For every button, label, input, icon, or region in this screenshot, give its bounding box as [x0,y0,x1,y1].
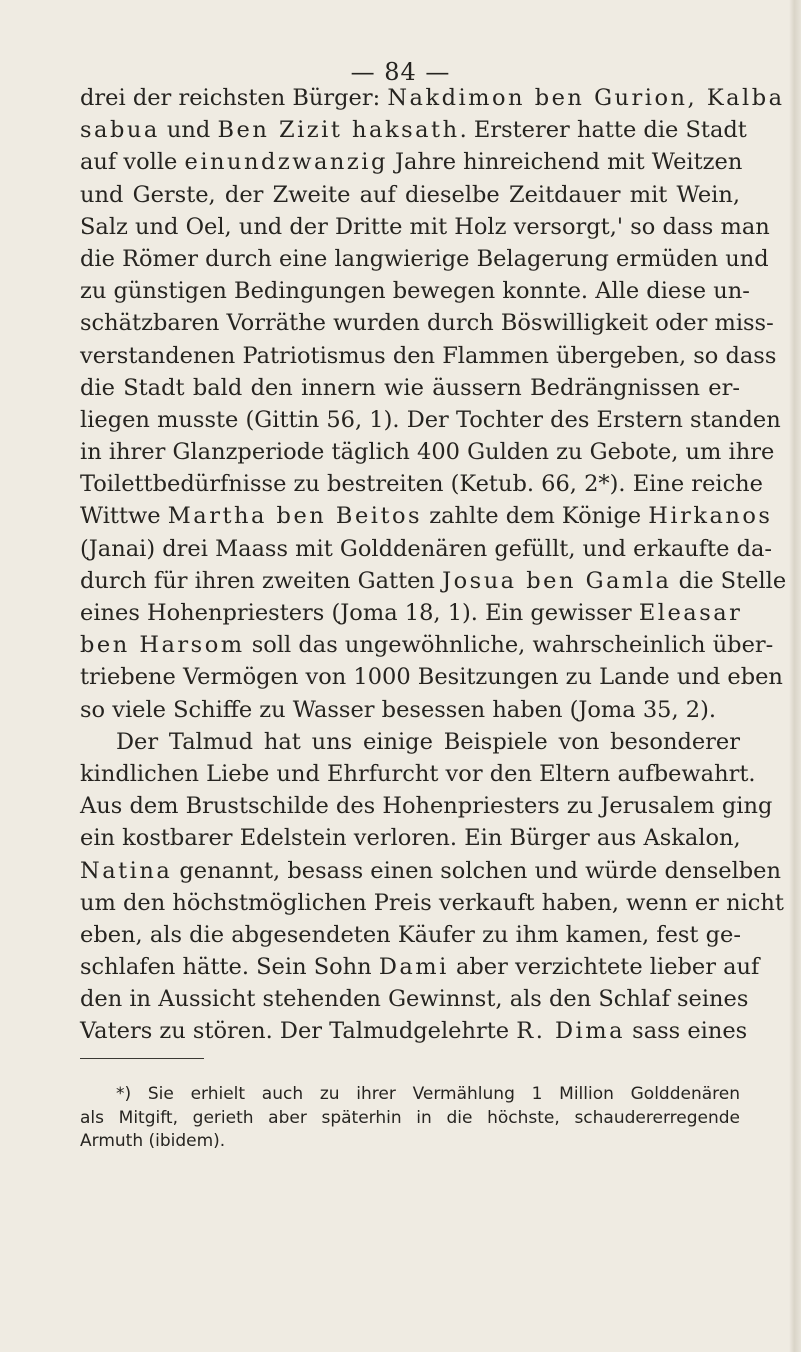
spaced-name: Josua ben Gamla [442,567,672,594]
text-line-17: eines Hohenpriesters (Joma 18, 1). Ein gewisser Eleasar [80,600,743,626]
page-number: — 84 — [350,58,451,86]
spaced-name: Martha ben Beitos [167,503,423,530]
text-line-24: ein kostbarer Edelstein verloren. Ein Bürger aus Askalon, [80,825,741,852]
text-line-15: (Janai) drei Maass mit Golddenären gefüllt, und erkaufte da- [80,535,773,562]
spaced-word: einundzwanzig [184,149,388,176]
text-line-25: Natina genannt, besass einen solchen und würde denselben [80,857,781,884]
text-line-20: so viele Schiffe zu Wasser besessen haben (Joma 35, 2). [80,696,717,723]
text-line-21: Der Talmud hat uns einige Beispiele von besonderer [116,728,740,755]
text-line-9: verstandenen Patriotismus den Flammen übergeben, so dass [80,342,777,369]
footnote-divider [80,1058,204,1059]
main-text [80,82,787,1048]
text-line-4: und Gerste, der Zweite auf dieselbe Zeitdauer mit Wein, [80,181,740,208]
text-line-13: Toilettbedürfnisse zu bestreiten (Ketub. 66, 2*). Eine reiche [80,471,763,498]
text-line-1: drei der reichsten Bürger: Nakdimon ben Gurion, Kalba [80,85,785,111]
text-line-26: um den höchstmöglichen Preis verkauft haben, wenn er nicht [80,889,784,916]
text-line-18: ben Harsom soll das ungewöhnliche, wahrscheinlich über- [80,632,774,659]
text-line-30: Vaters zu stören. Der Talmudgelehrte R. Dima sass eines [80,1018,748,1045]
text-line-6: die Römer durch eine langwierige Belagerung ermüden und [80,245,769,272]
text-line-10: die Stadt bald den innern wie äussern Bedrängnissen er- [80,374,740,401]
spaced-name: R. Dima [516,1018,625,1045]
text-line-28: schlafen hätte. Sein Sohn Dami aber verzichtete lieber auf [80,954,760,981]
spaced-name: Ben Zizit haksath [217,117,460,144]
page-edge-shadow [789,0,801,1352]
footnote-line-2: als Mitgift, gerieth aber späterhin in die höchste, schaudererregende [80,1107,740,1128]
text-line-7: zu günstigen Bedingungen bewegen konnte. Alle diese un- [80,278,750,305]
footnote [80,1083,740,1154]
text-line-3: auf volle einundzwanzig Jahre hinreichend mit Weitzen [80,149,743,176]
spaced-name: Hirkanos [648,503,773,530]
text-line-8: schätzbaren Vorräthe wurden durch Böswilligkeit oder miss- [80,310,774,337]
text-line-19: triebene Vermögen von 1000 Besitzungen zu Lande und eben [80,664,783,691]
text-line-22: kindlichen Liebe und Ehrfurcht vor den Eltern aufbewahrt. [80,760,756,787]
spaced-name: ben Harsom [80,632,245,659]
spaced-name: Nakdimon ben Gurion, Kalba [387,85,785,111]
text-line-16: durch für ihren zweiten Gatten Josua ben Gamla die Stelle [80,567,787,594]
footnote-line-1: *) Sie erhielt auch zu ihrer Vermählung 1 Million Golddenären [116,1084,740,1104]
spaced-name: sabua [80,117,160,144]
spaced-name: Natina [80,857,173,884]
text-line-11: liegen musste (Gittin 56, 1). Der Tochter des Erstern standen [80,406,781,433]
spaced-name: Eleasar [638,600,743,626]
text-line-14: Wittwe Martha ben Beitos zahlte dem Könige Hirkanos [80,503,773,530]
text-line-23: Aus dem Brustschilde des Hohenpriesters zu Jerusalem ging [80,793,773,820]
text-line-2: sabua und Ben Zizit haksath. Ersterer hatte die Stadt [80,117,747,144]
spaced-name: Dami [378,954,449,981]
text-line-27: eben, als die abgesendeten Käufer zu ihm kamen, fest ge- [80,921,741,948]
footnote-line-3: Armuth (ibidem). [80,1131,226,1151]
text-line-12: in ihrer Glanzperiode täglich 400 Gulden zu Gebote, um ihre [80,439,775,466]
text-line-29: den in Aussicht stehenden Gewinnst, als den Schlaf seines [80,986,749,1013]
text-line-5: Salz und Oel, und der Dritte mit Holz versorgt,' so dass man [80,213,770,240]
